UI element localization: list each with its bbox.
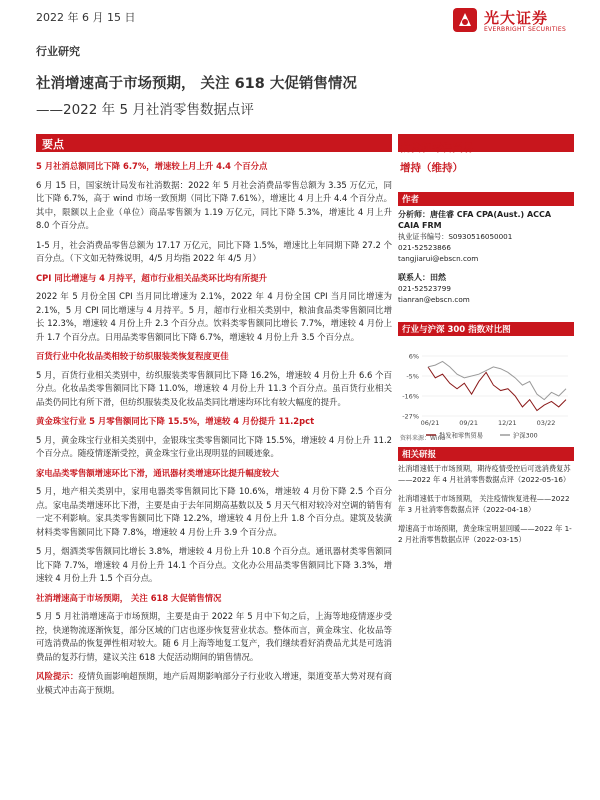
brand-logo (452, 5, 572, 39)
contact-line: 联系人：田然 (398, 273, 446, 282)
series-line-1 (428, 367, 566, 411)
x-tick-label: 03/22 (536, 419, 556, 427)
section-heading: 社消增速高于市场预期， 关注 618 大促销售情况 (36, 592, 222, 603)
everbright-logo-icon (452, 7, 478, 33)
contact-phone: 021-52523799 (398, 284, 451, 293)
y-tick-label: -5% (406, 372, 419, 381)
risk-paragraph (36, 670, 392, 697)
risk-label: 风险提示： (36, 671, 79, 681)
chart-svg (398, 350, 574, 442)
report-date: 2022 年 6 月 15 日 (36, 11, 136, 24)
section-heading: CPI 同比增速与 4 月持平，超市行业相关品类环比均有所提升 (36, 272, 267, 283)
series-line-2 (428, 361, 566, 399)
y-tick-label: 6% (408, 352, 419, 361)
analyst-cert: 执业证书编号：S0930516050001 (398, 232, 513, 241)
related-report-1[interactable]: 社消增速低于市场预期，期待疫情受控后可选消费复苏——2022 年 4 月社消零售数据点评（2022-05-16） (398, 464, 571, 484)
section-heading: 5 月社消总额同比下降 6.7%，增速较上月上升 4.4 个百分点 (36, 161, 268, 171)
author-header (398, 192, 574, 206)
y-tick-label: -16% (402, 392, 419, 401)
rating: 增持（维持） (400, 162, 463, 174)
main-blocks (36, 160, 392, 664)
x-tick-label: 12/21 (497, 419, 517, 427)
report-title: 社消增速高于市场预期， 关注 618 大促销售情况 (36, 76, 357, 92)
index-comparison-chart (398, 350, 574, 442)
body-paragraph: 1-5 月，社会消费品零售总额为 17.17 万亿元，同比下降 1.5%，增速比上年同期下降 27.2 个百分点。（下文如无特殊说明，4/5 月均指 2022 年 4/5 月） (36, 239, 392, 263)
risk-text: 疫情负面影响超预期，地产后周期影响部分子行业收入增速，渠道变革大势对现有商业模式冲击高于预期。 (36, 671, 393, 695)
legend-label: 沪深300 (513, 432, 538, 440)
analyst-email[interactable]: tangjiarui@ebscn.com (398, 254, 479, 263)
y-tick-label: -27% (402, 412, 419, 421)
related-header (398, 447, 574, 461)
body-paragraph: 5 月，黄金珠宝行业相关类别中，金银珠宝类零售额同比下降 15.5%，增速较 4 月份上升 11.2 个百分点。随疫情逐渐受控，黄金珠宝行业出现明显的回暖迹象。 (36, 434, 392, 458)
body-paragraph: 6 月 15 日，国家统计局发布社消数据：2022 年 5 月社会消费品零售总额为 3.35 万亿元，同比下降 6.7%，高于 wind 市场一致预期（同比下降 7.61%），增速比 4 月上升 4.4 个百分点。其中，限额以上企业（单位）商品零售额为 1.19 万亿元，同比下降 5.3%，增速比 4 月上升 8.0 个百分点。 (36, 179, 392, 230)
analyst-line-1: 分析师：唐佳睿 CFA CPA(Aust.) ACCA (398, 210, 552, 219)
brand-name-cn: 光大证券 (484, 9, 549, 27)
section-heading: 家电品类零售额增速环比下滑，通讯器材类增速环比提升幅度较大 (36, 467, 279, 478)
report-subtitle: ——2022 年 5 月社消零售数据点评 (36, 102, 254, 118)
author-header-label: 作者 (402, 195, 420, 205)
brand-name-en: EVERBRIGHT SECURITIES (484, 26, 567, 33)
section-heading: 百货行业中化妆品类相较于纺织服装类恢复程度更佳 (36, 351, 229, 361)
contact-email[interactable]: tianran@ebscn.com (398, 295, 470, 304)
related-report-3[interactable]: 增速高于市场预期，黄金珠宝明显回暖——2022 年 1-2 月社消零售数据点评（2022-03-15） (398, 524, 572, 544)
chart-header (398, 322, 574, 336)
key-points-bar (36, 134, 392, 152)
related-reports (398, 463, 576, 545)
related-report-2[interactable]: 社消增速低于市场预期， 关注疫情恢复进程——2022 年 3 月社消零售数据点评（2022-04-18） (398, 494, 570, 514)
body-paragraph: 2022 年 5 月份全国 CPI 当月同比增速为 2.1%，2022 年 4 月份全国 CPI 当月同比增速为 2.1%，5 月 CPI 同比增速与 4 月持平。5 月，超市行业相关类别中，粮油食品类零售额同比增长 12.3%，增速较 4 月份上升 2.3 个百分点。饮料类零售额同比增长 7.7%，增速较 4 月份上升 1.7 个百分点。日用品类零售额同比下降 6.7%，增速较 4 月份上升 3.5 个百分点。 (36, 291, 392, 342)
key-points-label: 要点 (42, 138, 64, 151)
industry-name: 批发和零售贸易 (400, 142, 474, 154)
author-info (398, 209, 576, 305)
report-type: 行业研究 (36, 45, 80, 58)
body-paragraph: 5 月，百货行业相关类别中，纺织服装类零售额同比下降 16.2%，增速较 4 月份上升 6.6 个百分点。化妆品类零售额同比下降 11.0%，增速较 4 月份上升 11.3 个百分点。虽百货行业相关品类仍同比有所下滑，但纺织服装类及化妆品类同比增速均环比有较大幅度的提升。 (36, 369, 392, 407)
body-paragraph: 5 月，地产相关类别中，家用电器类零售额同比下降 10.6%，增速较 4 月份下降 2.5 个百分点。家电品类增速环比下滑，主要是由于去年同期高基数以及 5 月天气相对较冷对空调的销售有一定不利影响。家具类零售额同比下降 12.2%，增速较 4 月份上升 1.8 个百分点。建筑及装潢材料类零售额同比下降 7.8%，增速较 4 月份上升 3.9 个百分点。 (36, 486, 392, 537)
analyst-line-2: CAIA FRM (398, 221, 442, 230)
x-tick-label: 06/21 (420, 419, 440, 427)
legend-label: 批发和零售贸易 (439, 432, 484, 440)
analyst-phone: 021-52523866 (398, 243, 451, 252)
industry-rating (400, 138, 474, 178)
body-paragraph: 5 月，烟酒类零售额同比增长 3.8%，增速较 4 月份上升 10.8 个百分点。通讯器材类零售额同比下降 7.7%，增速较 4 月份上升 14.1 个百分点。文化办公用品类零售额同比下降 3.3%，增速较 4 月份上升 1.5 个百分点。 (36, 546, 392, 583)
x-tick-label: 09/21 (459, 419, 479, 427)
section-heading: 黄金珠宝行业 5 月零售额同比下降 15.5%，增速较 4 月份提升 11.2pct (36, 416, 315, 426)
related-header-label: 相关研报 (402, 450, 437, 460)
chart-source: 资料来源：Wind (400, 435, 446, 442)
chart-header-label: 行业与沪深 300 指数对比图 (402, 325, 511, 335)
main-content (36, 160, 392, 703)
body-paragraph: 5 月 5 月社消增速高于市场预期，主要是由于 2022 年 5 月中下旬之后，上海等地疫情逐步受控，快递物流逐渐恢复，部分区域的门店也逐步恢复营业状态。整体而言，黄金珠宝、化妆品等可选消费品的恢复弹性相对较大。随 6 月上海等地复工复产，我们继续看好消费品尤其是可选消费品的复苏行情，建议关注 618 大促活动期间的销售情况。 (36, 611, 392, 662)
